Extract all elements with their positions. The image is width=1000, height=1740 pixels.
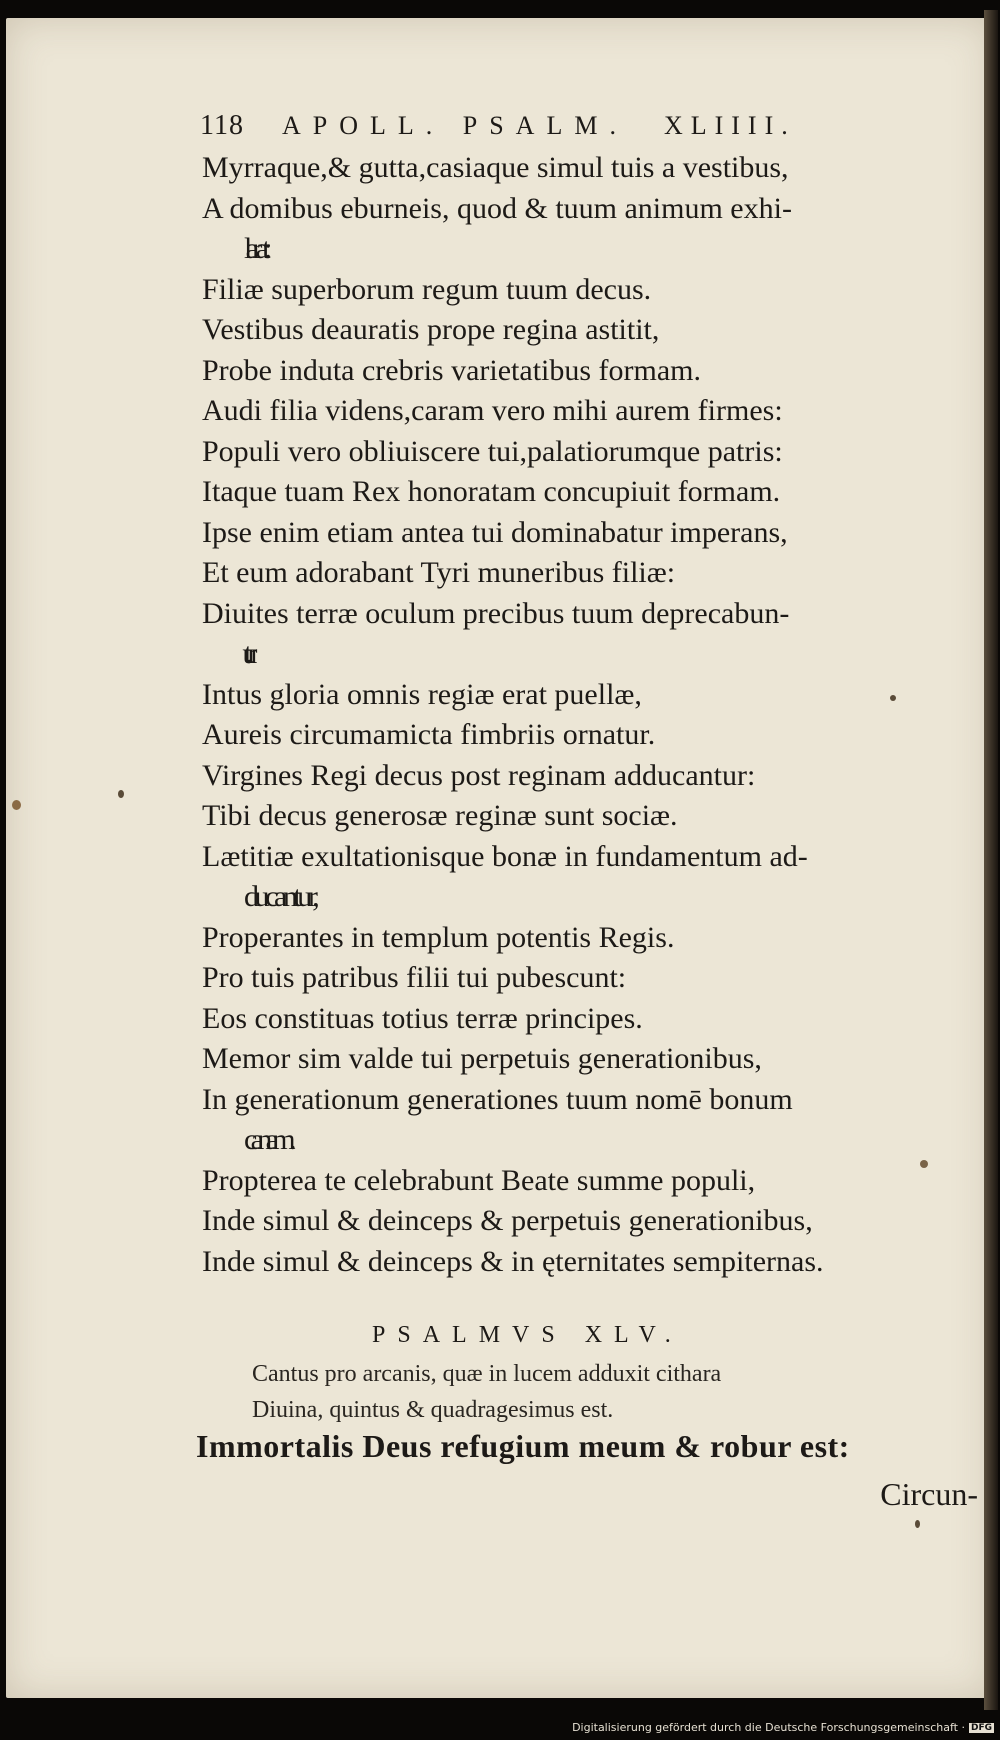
text-line: Myrraque,& gutta,casiaque simul tuis a vestibus, (202, 151, 789, 184)
text-line: Eos constituas totius terræ principes. (202, 1001, 643, 1035)
page-gutter (984, 10, 998, 1710)
paper-speck (890, 695, 896, 701)
text-line: Virgines Regi decus post reginam adducantur: (202, 758, 756, 792)
text-line: Intus gloria omnis regiæ erat puellæ, (202, 677, 642, 711)
paper-speck (118, 790, 124, 798)
paper-speck (12, 800, 21, 810)
text-line: Populi vero obliuiscere tui,palatiorumque patris: (202, 434, 783, 468)
text-line: Itaque tuam Rex honoratam concupiuit formam. (202, 475, 781, 508)
credit-text: Digitalisierung gefördert durch die Deutsche Forschungsgemeinschaft · (572, 1721, 965, 1734)
text-line: Pro tuis patribus filii tui pubescunt: (202, 961, 627, 994)
text-line: A domibus eburneis, quod & tuum animum exhi- (202, 191, 792, 225)
psalm-incipit: Immortalis Deus refugium meum & robur est: (196, 1428, 850, 1464)
caption-line: Cantus pro arcanis, quæ in lucem adduxit cithara (252, 1361, 722, 1387)
text-line: Lætitiæ exultationisque bonæ in fundamentum ad- (202, 839, 808, 873)
text-line: Inde simul & deinceps & in ęternitates sempiternas. (202, 1244, 824, 1278)
running-title: APOLL. PSALM. (281, 111, 628, 140)
psalm-caption (252, 1356, 721, 1428)
text-line: Tibi decus generosæ reginæ sunt sociæ. (202, 799, 678, 832)
text-line (202, 634, 982, 675)
text-line: Audi filia videns,caram vero mihi aurem firmes: (202, 394, 783, 427)
psalm-number: XLIIII. (663, 111, 796, 140)
digitization-credit (572, 1721, 994, 1734)
catchword: Circun- (880, 1476, 978, 1512)
text-line: Aureis circumamicta fimbriis ornatur. (202, 718, 656, 751)
psalm-heading: PSALMVS XLV. (372, 1322, 683, 1348)
text-line: Properantes in templum potentis Regis. (202, 920, 675, 954)
text-line: larat: (244, 232, 266, 265)
dfg-logo: DFG (970, 1722, 992, 1733)
text-line: Filiæ superborum regum tuum decus. (202, 272, 652, 306)
text-line: ducantur, (244, 880, 316, 913)
caption-line: Diuina, quintus & quadragesimus est. (252, 1397, 614, 1423)
paper-speck (920, 1160, 928, 1168)
text-line: In generationum generationes tuum nomē bonum (202, 1082, 793, 1116)
page-number: 118 (200, 110, 244, 141)
psalm-text (202, 148, 982, 1282)
text-line: Diuites terræ oculum precibus tuum deprecabun- (202, 596, 790, 630)
text-line: Inde simul & deinceps & perpetuis generationibus, (202, 1204, 813, 1237)
running-header (200, 110, 920, 142)
text-line: Memor sim valde tui perpetuis generationibus, (202, 1042, 762, 1075)
text-line: Et eum adorabant Tyri muneribus filiæ: (202, 556, 676, 589)
text-line: Ipse enim etiam antea tui dominabatur imperans, (202, 515, 788, 549)
text-line: canam. (244, 1123, 290, 1156)
text-line: Vestibus deauratis prope regina astitit, (202, 313, 660, 346)
text-line: Probe induta crebris varietatibus formam. (202, 353, 702, 387)
paper-speck (915, 1520, 920, 1528)
text-line: Propterea te celebrabunt Beate summe populi, (202, 1163, 756, 1197)
